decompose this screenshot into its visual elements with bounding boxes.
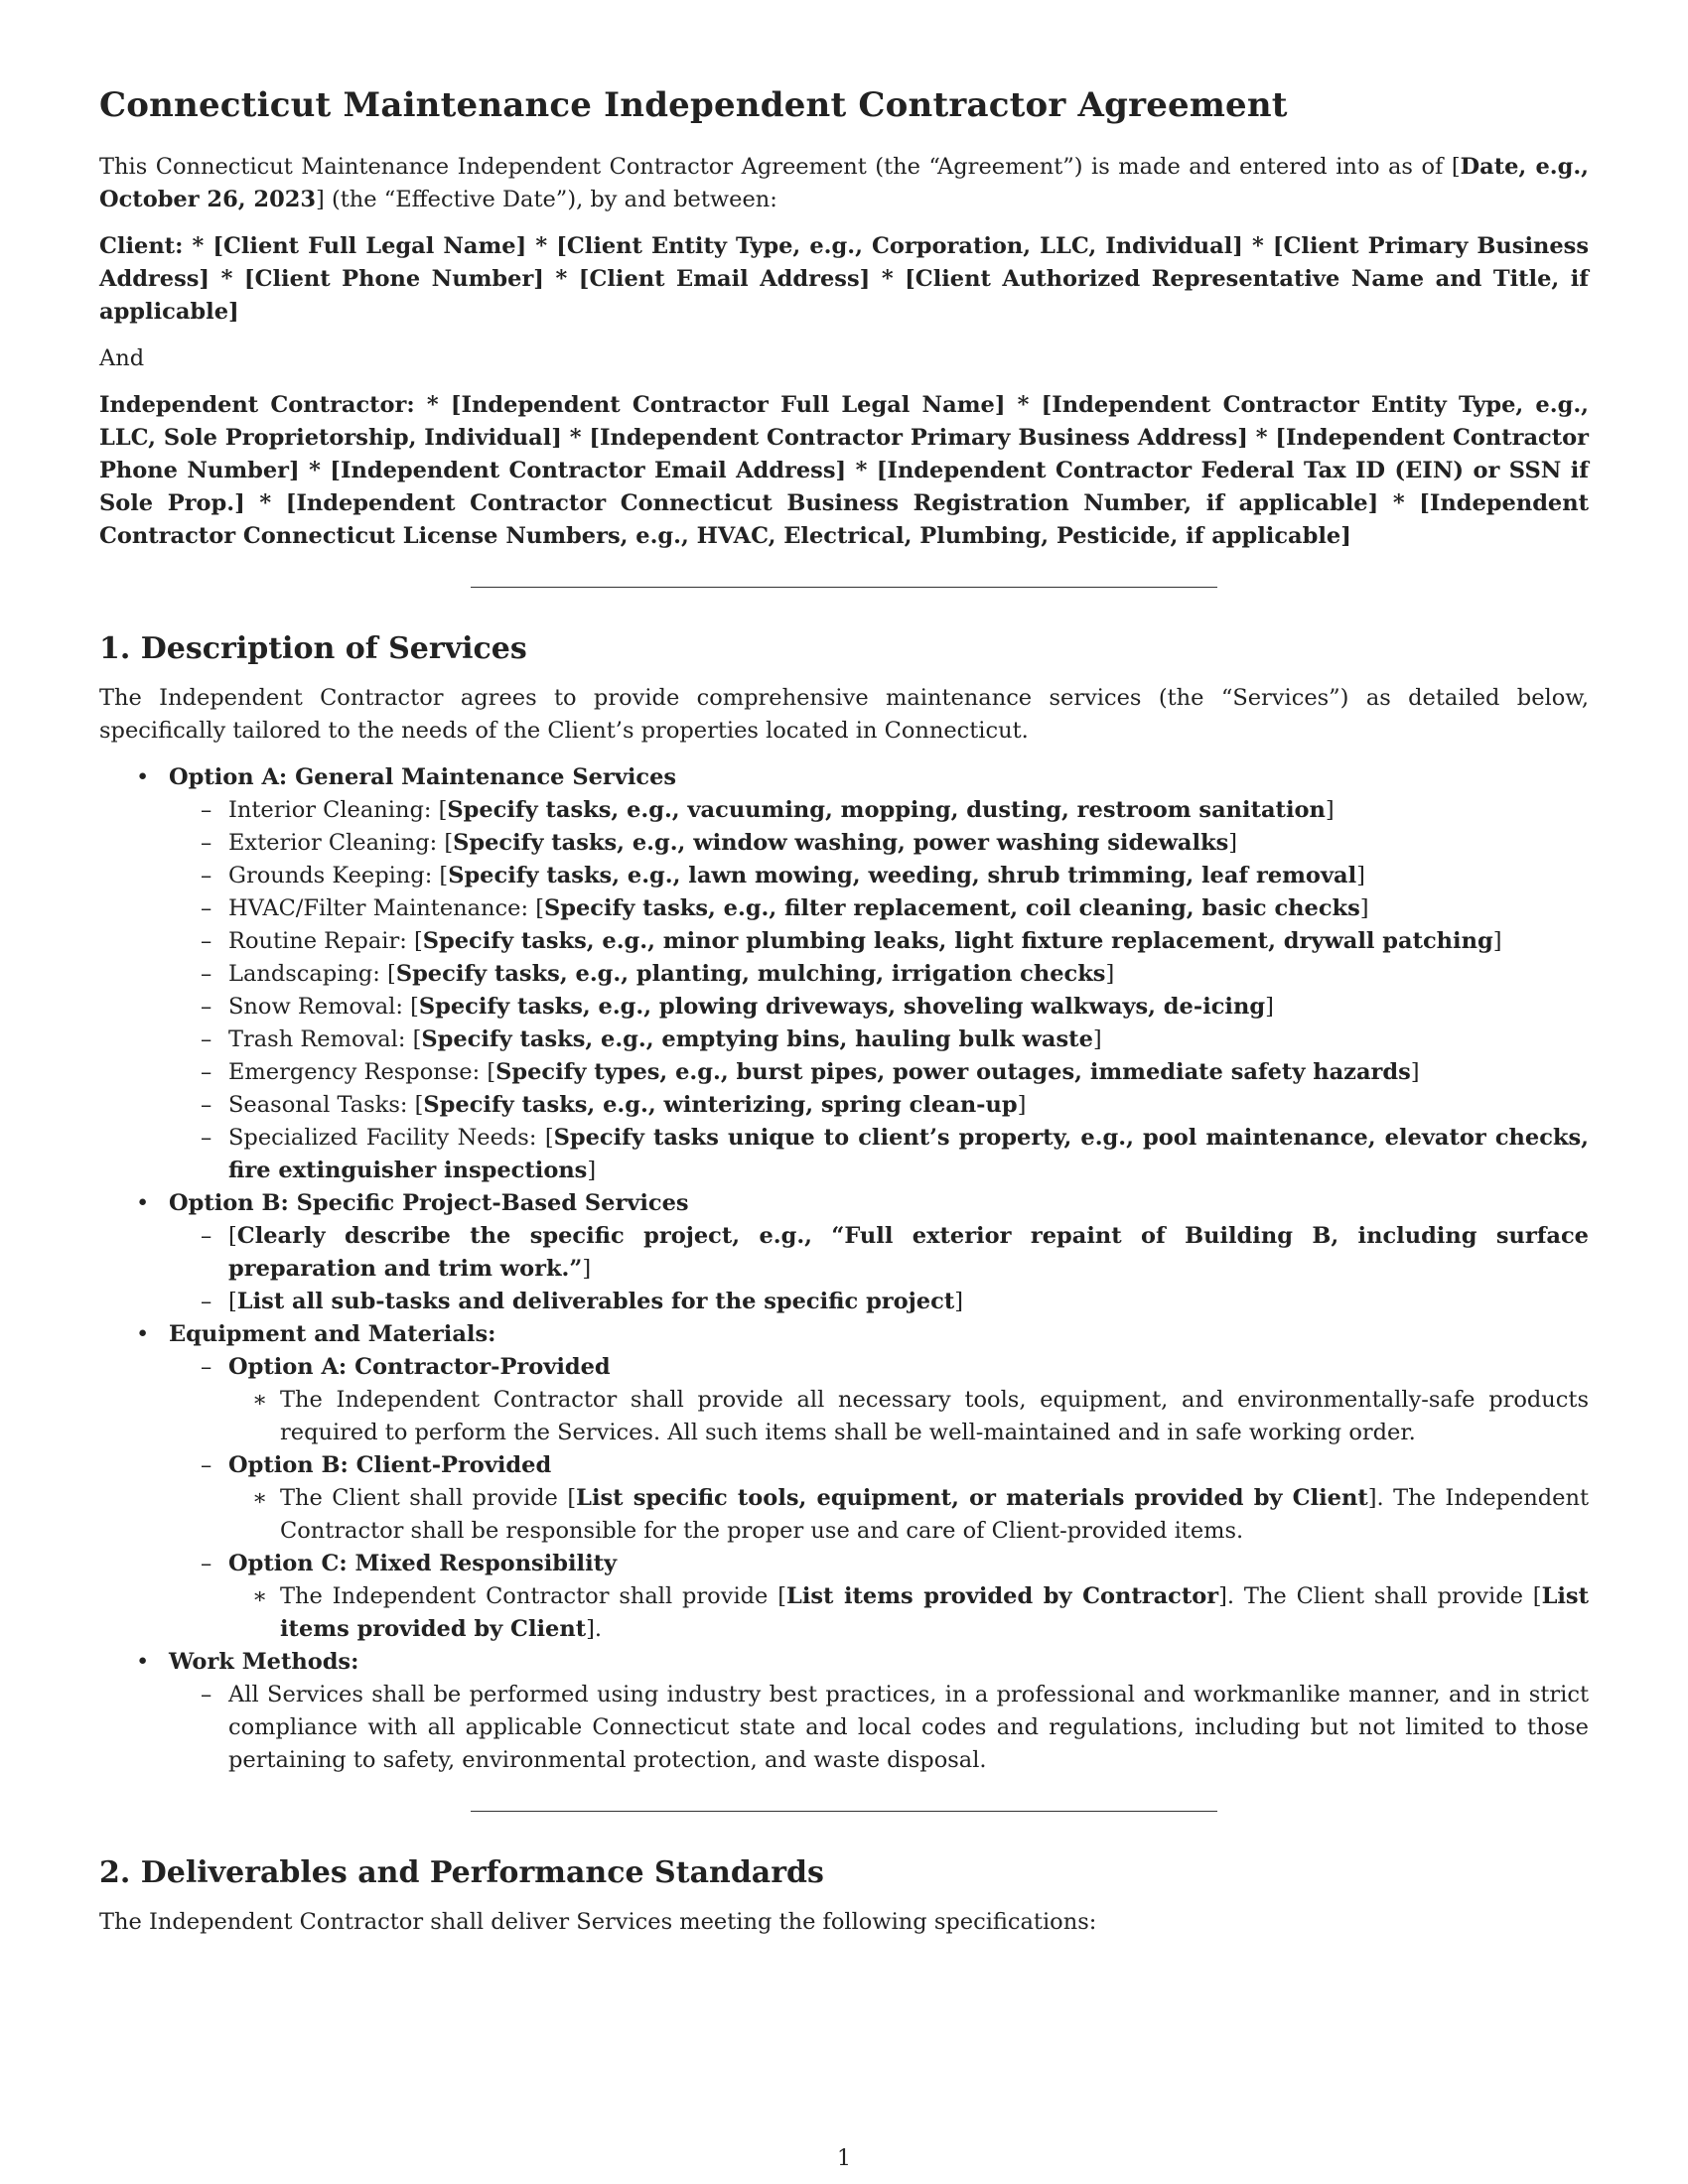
list-item: – Seasonal Tasks: [Specify tasks, e.g., winterizing, spring clean-up] xyxy=(169,1089,1589,1122)
list-item: – Snow Removal: [Specify tasks, e.g., plowing driveways, shoveling walkways, de-icing] xyxy=(169,991,1589,1024)
list-item: – Exterior Cleaning: [Specify tasks, e.g., window washing, power washing sidewalks] xyxy=(169,827,1589,860)
document-page xyxy=(99,85,1589,1953)
page-number: 1 xyxy=(837,2146,851,2171)
document-title: Connecticut Maintenance Independent Contractor Agreement xyxy=(99,85,1288,125)
equipment-label: Equipment and Materials: xyxy=(169,1321,496,1347)
list-item xyxy=(99,1187,1589,1318)
client-label: Client: xyxy=(99,233,184,259)
effective-date-placeholder: Date, e.g., October 26, 2023 xyxy=(99,154,1589,212)
list-item: – Option B: Client-Provided ∗ The Client shall provide [List specific tools, equipment, or materials provided by Client]. The Independent Contractor shall be responsible for the proper use and care of Client-provided items. xyxy=(169,1449,1589,1548)
section-1-heading: 1. Description of Services xyxy=(99,631,527,666)
equipment-options xyxy=(169,1351,1589,1646)
list-item: – Trash Removal: [Specify tasks, e.g., emptying bins, hauling bulk waste] xyxy=(169,1024,1589,1056)
list-item: – Option A: Contractor-Provided ∗ The Independent Contractor shall provide all necessary tools, equipment, and environmentally-safe products required to perform the Services. All such items shall be well-maintained and in safe working order. xyxy=(169,1351,1589,1449)
contractor-block xyxy=(99,389,1589,553)
services-list xyxy=(99,761,1589,1777)
list-item: – Emergency Response: [Specify types, e.g., burst pipes, power outages, immediate safety hazards] xyxy=(169,1056,1589,1089)
client-block xyxy=(99,230,1589,329)
client-fields: * [Client Full Legal Name] * [Client Entity Type, e.g., Corporation, LLC, Individual] * [Client Primary Business Address] * [Client Phone Number] * [Client Email Address] * [Client Authorized Representative Name and Title, if applicable] xyxy=(99,233,1589,325)
list-item: ∗ The Independent Contractor shall provide all necessary tools, equipment, and environmentally-safe products required to perform the Services. All such items shall be well-maintained and in safe working order. xyxy=(228,1384,1589,1449)
option-b-tasks xyxy=(169,1220,1589,1318)
list-item: – Grounds Keeping: [Specify tasks, e.g., lawn mowing, weeding, shrub trimming, leaf removal] xyxy=(169,860,1589,892)
option-b-label: Option B: Specific Project-Based Services xyxy=(169,1190,689,1216)
list-item: – Routine Repair: [Specify tasks, e.g., minor plumbing leaks, light fixture replacement, drywall patching] xyxy=(169,925,1589,958)
section-1-intro: The Independent Contractor agrees to provide comprehensive maintenance services (the “Services”) as detailed below, specifically tailored to the needs of the Client’s properties located in Connecticut. xyxy=(99,685,1589,744)
option-a-label: Option A: General Maintenance Services xyxy=(169,764,677,790)
list-item xyxy=(99,761,1589,1187)
section-2-heading: 2. Deliverables and Performance Standards xyxy=(99,1855,824,1890)
section-divider xyxy=(471,1811,1217,1812)
list-item: – Landscaping: [Specify tasks, e.g., planting, mulching, irrigation checks] xyxy=(169,958,1589,991)
section-divider xyxy=(471,587,1217,588)
list-item xyxy=(99,1646,1589,1777)
work-methods-label: Work Methods: xyxy=(169,1649,359,1675)
section-2-intro: The Independent Contractor shall deliver Services meeting the following specifications: xyxy=(99,1909,1097,1935)
contractor-label: Independent Contractor: xyxy=(99,392,415,418)
list-item xyxy=(99,1318,1589,1646)
list-item: – [List all sub-tasks and deliverables for the specific project] xyxy=(169,1286,1589,1318)
list-item: ∗ The Independent Contractor shall provide [List items provided by Contractor]. The Client shall provide [List items provided by Client]. xyxy=(228,1580,1589,1646)
and-text: And xyxy=(99,345,145,371)
contractor-fields: * [Independent Contractor Full Legal Name] * [Independent Contractor Entity Type, e.g., LLC, Sole Proprietorship, Individual] * [Independent Contractor Primary Business Address] * [Independent Contractor Phone Number] * [Independent Contractor Email Address] * [Independent Contractor Federal Tax ID (EIN) or SSN if Sole Prop.] * [Independent Contractor Connecticut Business Registration Number, if applicable] * [Independent Contractor Connecticut License Numbers, e.g., HVAC, Electrical, Plumbing, Pesticide, if applicable] xyxy=(99,392,1589,549)
option-a-tasks xyxy=(169,794,1589,1187)
list-item: – [Clearly describe the specific project, e.g., “Full exterior repaint of Building B, including surface preparation and trim work.”] xyxy=(169,1220,1589,1286)
list-item: – Option C: Mixed Responsibility ∗ The Independent Contractor shall provide [List items provided by Contractor]. The Client shall provide [List items provided by Client]. xyxy=(169,1548,1589,1646)
list-item: ∗ The Client shall provide [List specific tools, equipment, or materials provided by Client]. The Independent Contractor shall be responsible for the proper use and care of Client-provided items. xyxy=(228,1482,1589,1548)
list-item: – Interior Cleaning: [Specify tasks, e.g., vacuuming, mopping, dusting, restroom sanitation] xyxy=(169,794,1589,827)
list-item: – HVAC/Filter Maintenance: [Specify tasks, e.g., filter replacement, coil cleaning, basic checks] xyxy=(169,892,1589,925)
intro-paragraph: This Connecticut Maintenance Independent Contractor Agreement (the “Agreement”) is made and entered into as of [Date, e.g., October 26, 2023] (the “Effective Date”), by and between: xyxy=(99,154,1589,212)
list-item: – All Services shall be performed using industry best practices, in a professional and workmanlike manner, and in strict compliance with all applicable Connecticut state and local codes and regulations, including but not limited to those pertaining to safety, environmental protection, and waste disposal. xyxy=(169,1679,1589,1777)
list-item: – Specialized Facility Needs: [Specify tasks unique to client’s property, e.g., pool maintenance, elevator checks, fire extinguisher inspections] xyxy=(169,1122,1589,1187)
